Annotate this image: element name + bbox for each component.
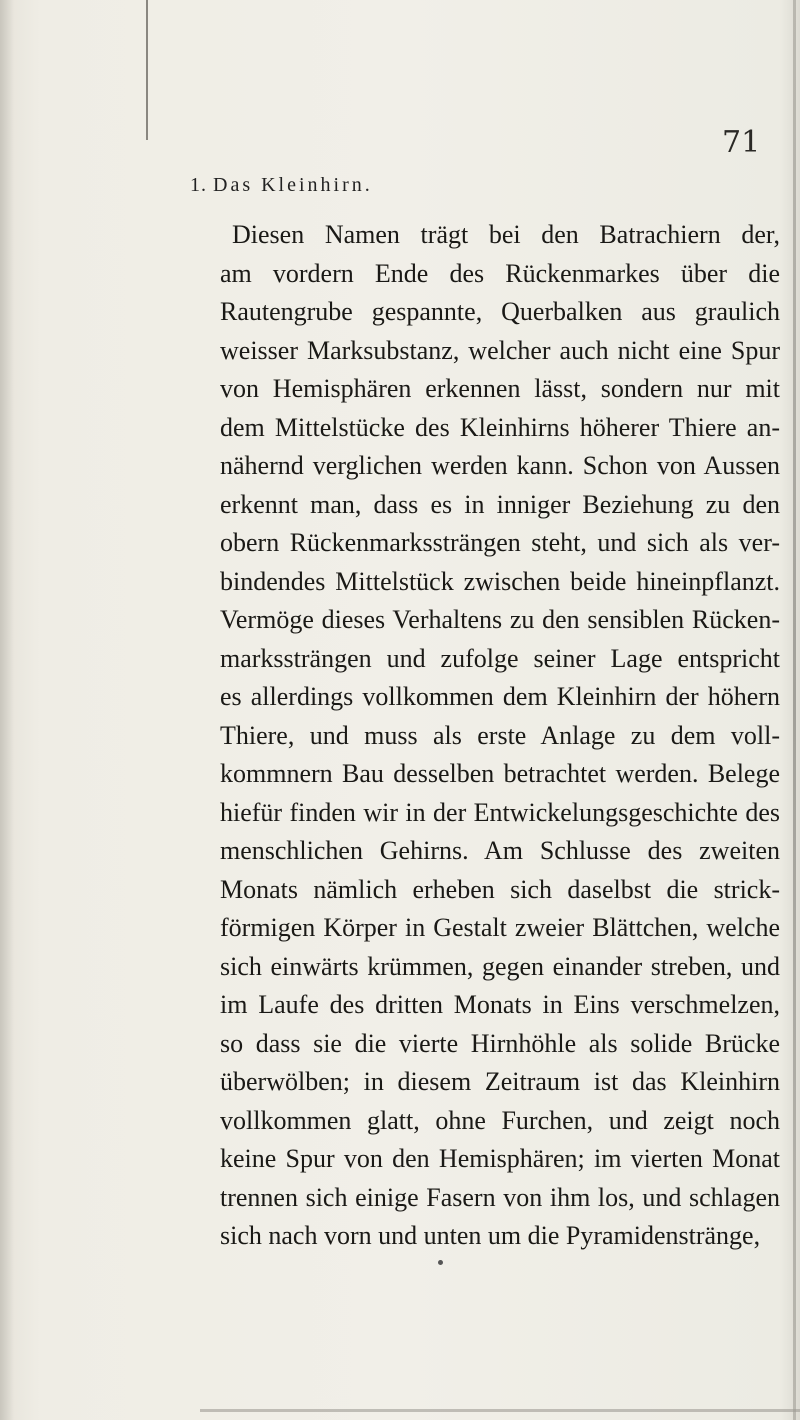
text-line: von Hemisphären erkennen lässt, sondern nur mit xyxy=(220,374,780,403)
ink-speck xyxy=(438,1260,443,1265)
text-line: markssträngen und zufolge seiner Lage entspricht xyxy=(220,643,780,673)
text-line: nähernd verglichen werden kann. Schon von Aussen xyxy=(220,451,780,480)
text-line: obern Rückenmarkssträngen steht, und sich als ver- xyxy=(220,528,780,557)
margin-rule xyxy=(146,0,148,140)
text-line: es allerdings vollkommen dem Kleinhirn der höhern xyxy=(220,682,780,711)
text-line: hiefür finden wir in der Entwickelungsgeschichte des xyxy=(220,797,780,827)
text-line: sich nach vorn und unten um die Pyramidenstränge, xyxy=(220,1221,761,1250)
text-line: Monats nämlich erheben sich daselbst die strick- xyxy=(220,874,780,904)
text-line: überwölben; in diesem Zeitraum ist das Kleinhirn xyxy=(220,1067,780,1096)
chapter-heading xyxy=(190,172,373,198)
heading-title: Das Kleinhirn. xyxy=(213,174,373,196)
text-line: Diesen Namen trägt bei den Batrachiern der, xyxy=(232,220,780,249)
text-line: Rautengrube gespannte, Querbalken aus graulich xyxy=(220,297,780,326)
text-line: Vermöge dieses Verhaltens zu den sensiblen Rücken- xyxy=(220,605,780,634)
body-paragraph xyxy=(220,216,780,1256)
text-line: keine Spur von den Hemisphären; im vierten Monat xyxy=(220,1144,780,1173)
page-edge xyxy=(793,0,796,1420)
bottom-edge xyxy=(200,1409,800,1412)
text-line: menschlichen Gehirns. Am Schlusse des zweiten xyxy=(220,836,780,865)
text-line: erkennt man, dass es in inniger Beziehung zu den xyxy=(220,489,780,519)
text-line: förmigen Körper in Gestalt zweier Blättchen, welche xyxy=(220,913,780,942)
text-line: im Laufe des dritten Monats in Eins verschmelzen, xyxy=(220,990,780,1019)
text-line: vollkommen glatt, ohne Furchen, und zeigt noch xyxy=(220,1105,780,1135)
text-line: Thiere, und muss als erste Anlage zu dem voll- xyxy=(220,720,780,750)
text-line: so dass sie die vierte Hirnhöhle als solide Brücke xyxy=(220,1028,780,1058)
text-line: kommnern Bau desselben betrachtet werden. Belege xyxy=(220,759,780,788)
text-line: bindendes Mittelstück zwischen beide hineinpflanzt. xyxy=(220,566,780,596)
heading-number: 1. xyxy=(190,174,207,196)
spine-shadow xyxy=(0,0,14,1420)
text-line: dem Mittelstücke des Kleinhirns höherer Thiere an- xyxy=(220,412,780,442)
text-line: weisser Marksubstanz, welcher auch nicht eine Spur xyxy=(220,335,780,365)
text-line: trennen sich einige Fasern von ihm los, und schlagen xyxy=(220,1182,780,1212)
text-line: am vordern Ende des Rückenmarkes über die xyxy=(220,258,780,288)
text-line: sich einwärts krümmen, gegen einander streben, und xyxy=(220,951,780,981)
page-number: 71 xyxy=(722,125,761,160)
